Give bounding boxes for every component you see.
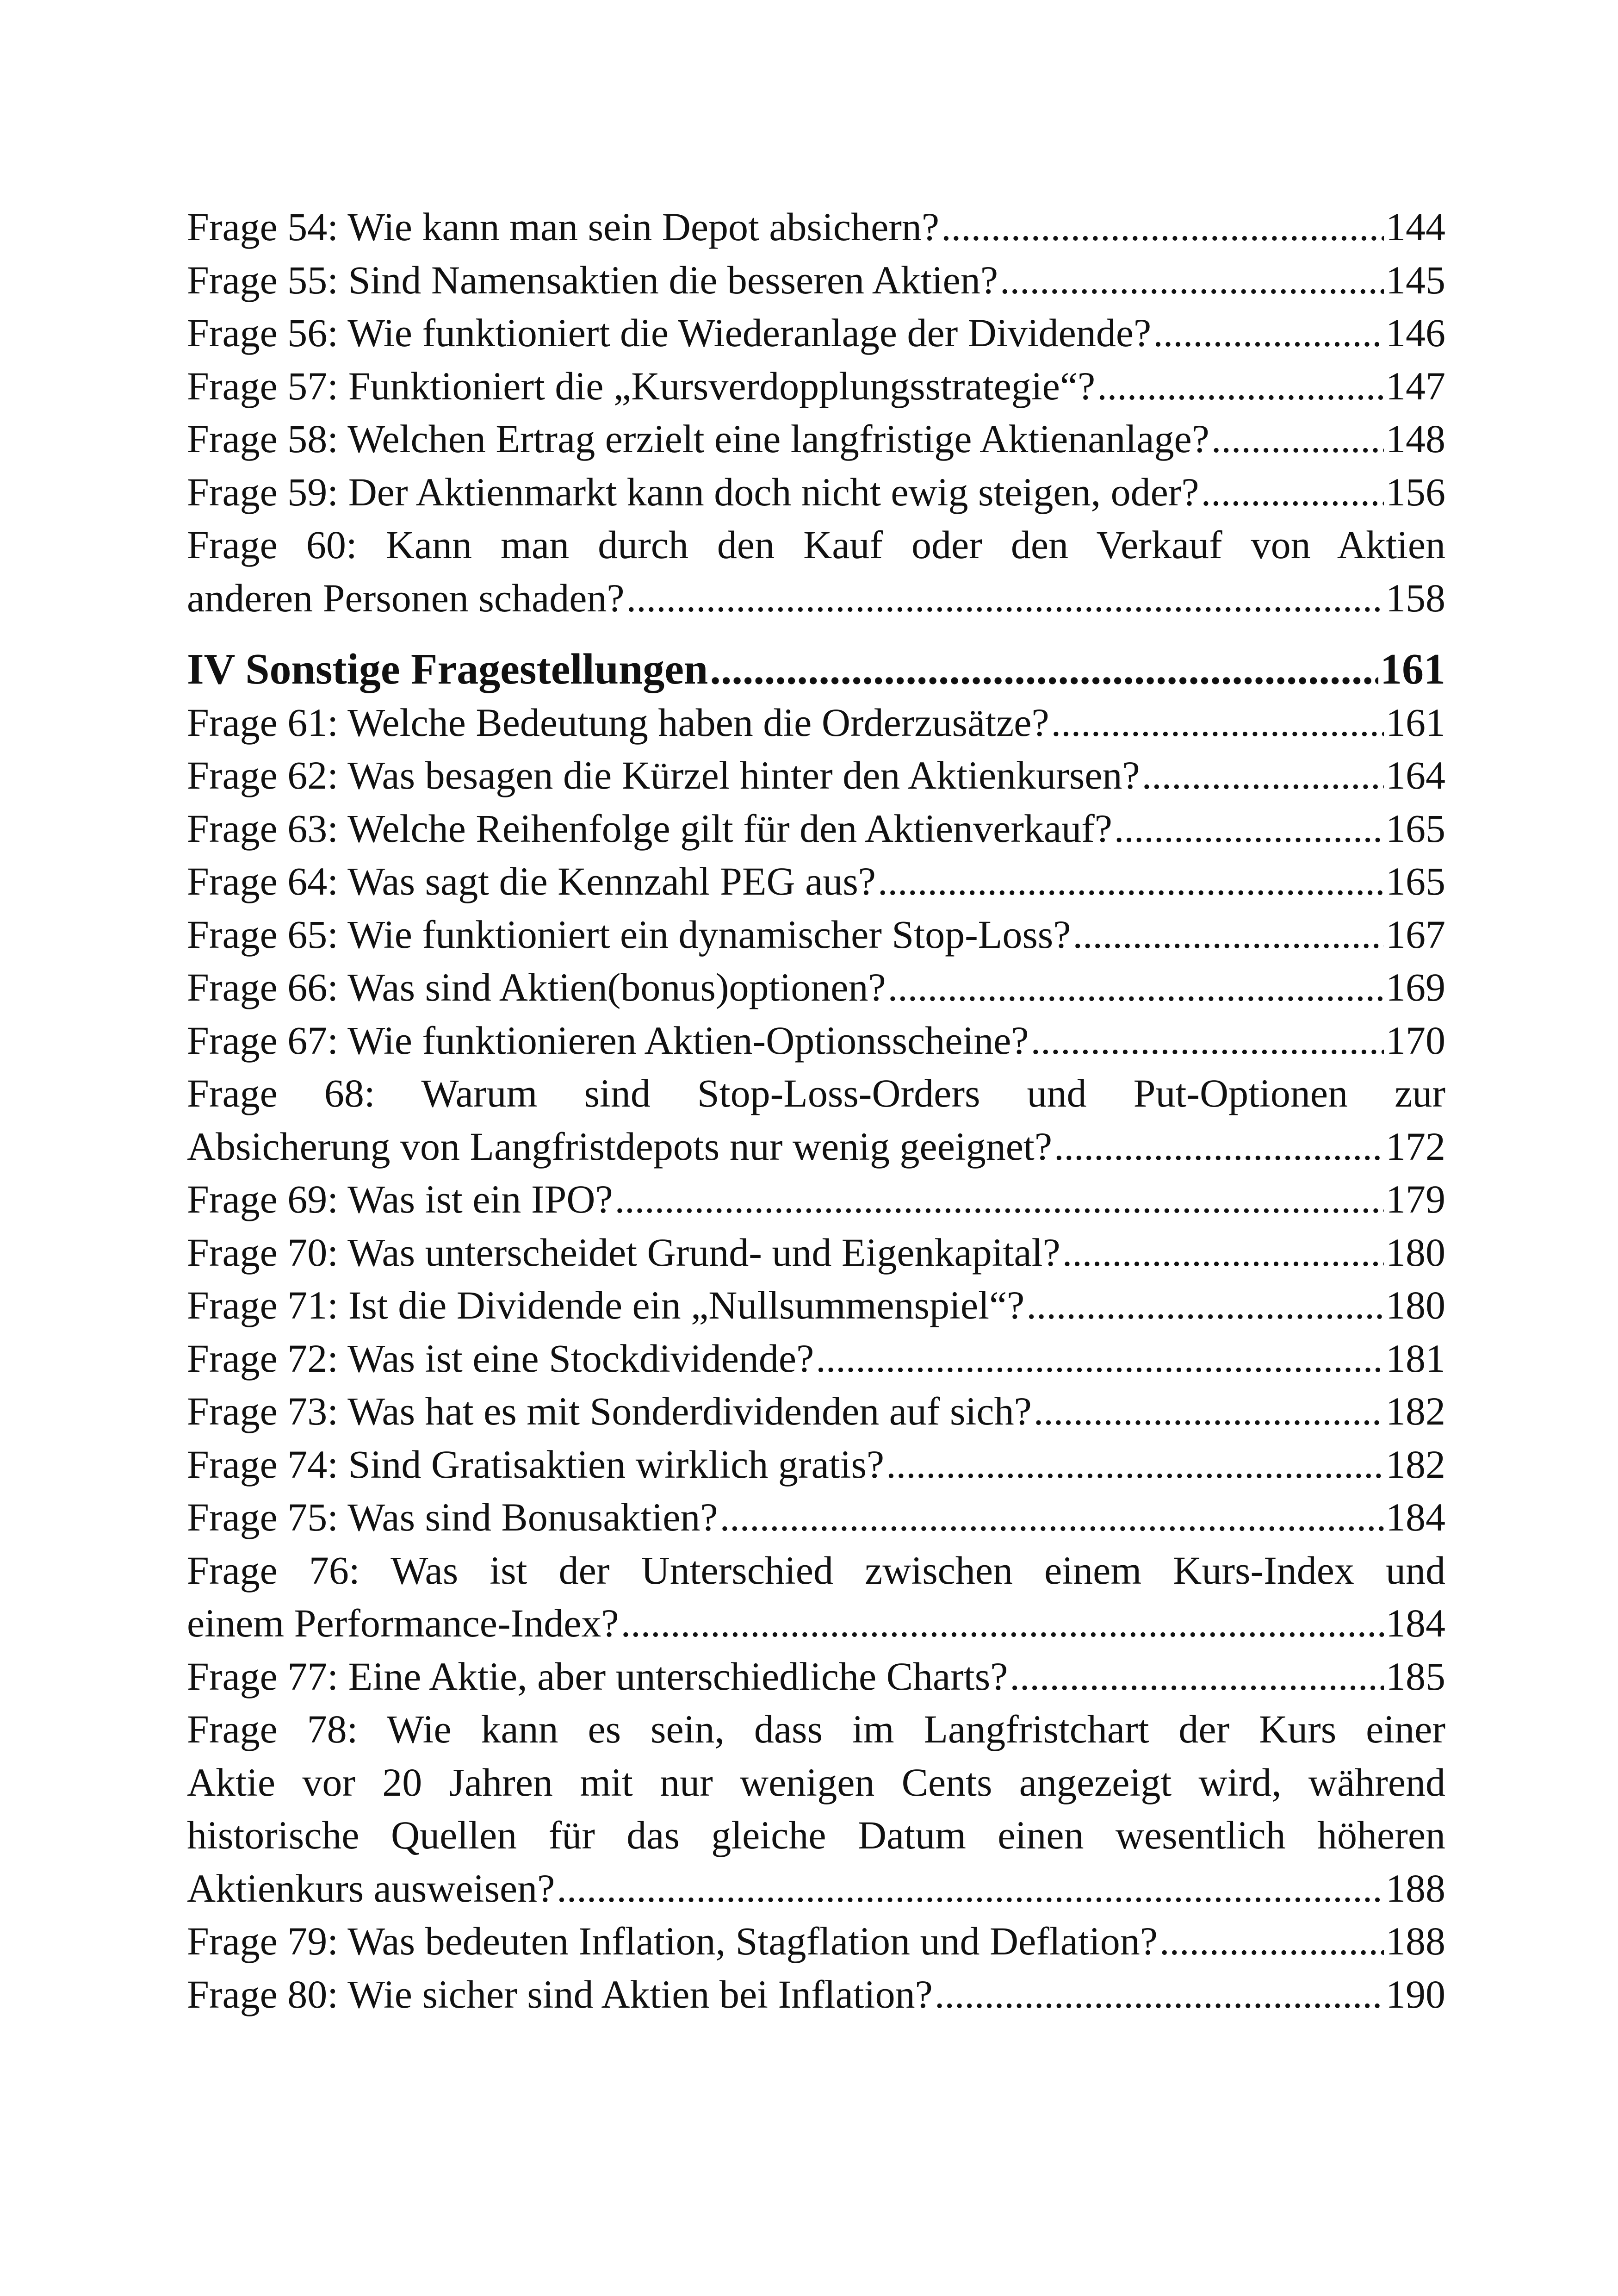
toc-entry <box>187 254 1445 306</box>
dot-leader <box>1072 908 1384 960</box>
entry-text: Frage 74: Sind Gratisaktien wirklich gratis? <box>187 1442 885 1487</box>
section-title: IV Sonstige Fragestellungen <box>187 645 708 694</box>
entry-text: Frage 66: Was sind Aktien(bonus)optionen? <box>187 965 886 1010</box>
entry-text: Absicherung von Langfristdepots nur wenig geeignet? <box>187 1124 1052 1169</box>
toc-entry <box>187 413 1445 465</box>
toc-entry-line: Frage 76: Was ist der Unterschied zwischen einem Kurs-Index und <box>187 1548 1445 1593</box>
dot-leader <box>1142 749 1384 801</box>
toc-entry <box>187 1438 1445 1490</box>
toc-entry <box>187 697 1445 748</box>
toc-entry <box>187 855 1445 907</box>
toc-entry-line: Aktie vor 20 Jahren mit nur wenigen Cents angezeigt wird, während <box>187 1760 1445 1804</box>
page-number: 145 <box>1386 257 1445 302</box>
dot-leader <box>720 1491 1384 1543</box>
page-number: 164 <box>1386 753 1445 798</box>
page-number: 188 <box>1386 1919 1445 1964</box>
toc-entry-line <box>187 1120 1445 1172</box>
page-number: 172 <box>1386 1124 1445 1169</box>
entry-text: Aktienkurs ausweisen? <box>187 1866 555 1910</box>
entry-text: Frage 59: Der Aktienmarkt kann doch nicht ewig steigen, oder? <box>187 469 1199 514</box>
page-number: 144 <box>1386 205 1445 249</box>
page-number: 181 <box>1386 1336 1445 1381</box>
toc-entry-line: Frage 68: Warum sind Stop-Loss-Orders und Put-Optionen zur <box>187 1071 1445 1116</box>
page-number: 182 <box>1386 1442 1445 1487</box>
page-number: 190 <box>1386 1972 1445 2016</box>
page-number: 170 <box>1386 1018 1445 1063</box>
entry-text: Frage 62: Was besagen die Kürzel hinter den Aktienkursen? <box>187 753 1140 798</box>
dot-leader <box>1159 1915 1384 1967</box>
dot-leader <box>935 1968 1384 2020</box>
dot-leader <box>816 1332 1384 1384</box>
dot-leader <box>1054 1120 1384 1172</box>
entry-text: Frage 57: Funktioniert die „Kursverdopplungsstrategie“? <box>187 363 1096 408</box>
dot-leader <box>1114 803 1384 854</box>
toc-entry-line: Frage 78: Wie kann es sein, dass im Langfristchart der Kurs einer <box>187 1707 1445 1752</box>
page-number: 179 <box>1386 1177 1445 1222</box>
toc-entry <box>187 749 1445 801</box>
page-number: 146 <box>1386 311 1445 355</box>
dot-leader <box>710 641 1378 697</box>
entry-text: Frage 80: Wie sicher sind Aktien bei Inflation? <box>187 1972 933 2016</box>
dot-leader <box>621 1597 1384 1649</box>
entry-text: Frage 75: Was sind Bonusaktien? <box>187 1495 718 1540</box>
toc-entry <box>187 1385 1445 1437</box>
dot-leader <box>615 1173 1384 1225</box>
entry-text: Frage 54: Wie kann man sein Depot absichern? <box>187 205 940 249</box>
toc-entry <box>187 466 1445 518</box>
toc-entry <box>187 201 1445 253</box>
toc-entry <box>187 307 1445 359</box>
toc-entry <box>187 1491 1445 1543</box>
entry-text: einem Performance-Index? <box>187 1601 619 1646</box>
page-number: 184 <box>1386 1601 1445 1646</box>
dot-leader <box>1062 1226 1384 1278</box>
entry-text: Frage 73: Was hat es mit Sonderdividenden auf sich? <box>187 1389 1032 1434</box>
toc-entry <box>187 1650 1445 1702</box>
dot-leader <box>886 1438 1384 1490</box>
toc-entry-line: Frage 60: Kann man durch den Kauf oder den Verkauf von Aktien <box>187 523 1445 567</box>
dot-leader <box>1153 307 1384 359</box>
dot-leader <box>1026 1279 1384 1331</box>
dot-leader <box>1201 466 1384 518</box>
page-number: 161 <box>1380 645 1445 694</box>
toc-entry-line: historische Quellen für das gleiche Datum einen wesentlich höheren <box>187 1813 1445 1858</box>
toc-section-heading <box>187 641 1445 697</box>
dot-leader <box>1010 1650 1384 1702</box>
toc-entry <box>187 1968 1445 2020</box>
toc-entry-line <box>187 1862 1445 1914</box>
page-number: 169 <box>1386 965 1445 1010</box>
dot-leader <box>1051 697 1384 748</box>
toc-entry <box>187 1226 1445 1278</box>
entry-text: Frage 72: Was ist eine Stockdividende? <box>187 1336 814 1381</box>
page-number: 161 <box>1386 700 1445 745</box>
entry-text: Frage 69: Was ist ein IPO? <box>187 1177 613 1222</box>
page-number: 180 <box>1386 1230 1445 1275</box>
page-number: 148 <box>1386 417 1445 461</box>
entry-text: Frage 61: Welche Bedeutung haben die Orderzusätze? <box>187 700 1049 745</box>
toc-entry <box>187 803 1445 854</box>
toc-entry <box>187 360 1445 412</box>
entry-text: Frage 58: Welchen Ertrag erzielt eine langfristige Aktienanlage? <box>187 417 1209 461</box>
toc-entry <box>187 908 1445 960</box>
entry-text: Frage 56: Wie funktioniert die Wiederanlage der Dividende? <box>187 311 1152 355</box>
entry-text: Frage 77: Eine Aktie, aber unterschiedliche Charts? <box>187 1654 1008 1699</box>
toc-entry <box>187 1014 1445 1066</box>
entry-text: Frage 55: Sind Namensaktien die besseren Aktien? <box>187 257 998 302</box>
entry-text: anderen Personen schaden? <box>187 575 625 620</box>
toc-entry-line <box>187 572 1445 624</box>
toc-entry <box>187 1332 1445 1384</box>
page-number: 147 <box>1386 363 1445 408</box>
page-number: 180 <box>1386 1283 1445 1328</box>
page-number: 158 <box>1386 575 1445 620</box>
dot-leader <box>878 855 1384 907</box>
entry-text: Frage 71: Ist die Dividende ein „Nullsummenspiel“? <box>187 1283 1025 1328</box>
entry-text: Frage 63: Welche Reihenfolge gilt für den Aktienverkauf? <box>187 806 1112 851</box>
page-number: 184 <box>1386 1495 1445 1540</box>
dot-leader <box>1097 360 1384 412</box>
page-number: 156 <box>1386 469 1445 514</box>
dot-leader <box>1000 254 1384 306</box>
dot-leader <box>557 1862 1384 1914</box>
entry-text: Frage 64: Was sagt die Kennzahl PEG aus? <box>187 859 876 904</box>
toc-entry <box>187 1279 1445 1331</box>
dot-leader <box>888 961 1384 1013</box>
page-number: 165 <box>1386 806 1445 851</box>
dot-leader <box>1034 1385 1384 1437</box>
entry-text: Frage 70: Was unterscheidet Grund- und Eigenkapital? <box>187 1230 1060 1275</box>
page-number: 185 <box>1386 1654 1445 1699</box>
page-number: 182 <box>1386 1389 1445 1434</box>
entry-text: Frage 65: Wie funktioniert ein dynamischer Stop-Loss? <box>187 912 1071 957</box>
toc-entry <box>187 1173 1445 1225</box>
dot-leader <box>1031 1014 1384 1066</box>
dot-leader <box>941 201 1384 253</box>
toc-entry-line <box>187 1597 1445 1649</box>
entry-text: Frage 79: Was bedeuten Inflation, Stagflation und Deflation? <box>187 1919 1158 1964</box>
page-number: 188 <box>1386 1866 1445 1910</box>
toc-entry <box>187 1915 1445 1967</box>
toc-entry <box>187 961 1445 1013</box>
entry-text: Frage 67: Wie funktionieren Aktien-Optionsscheine? <box>187 1018 1029 1063</box>
dot-leader <box>626 572 1384 624</box>
page-number: 167 <box>1386 912 1445 957</box>
page-number: 165 <box>1386 859 1445 904</box>
dot-leader <box>1211 413 1384 465</box>
